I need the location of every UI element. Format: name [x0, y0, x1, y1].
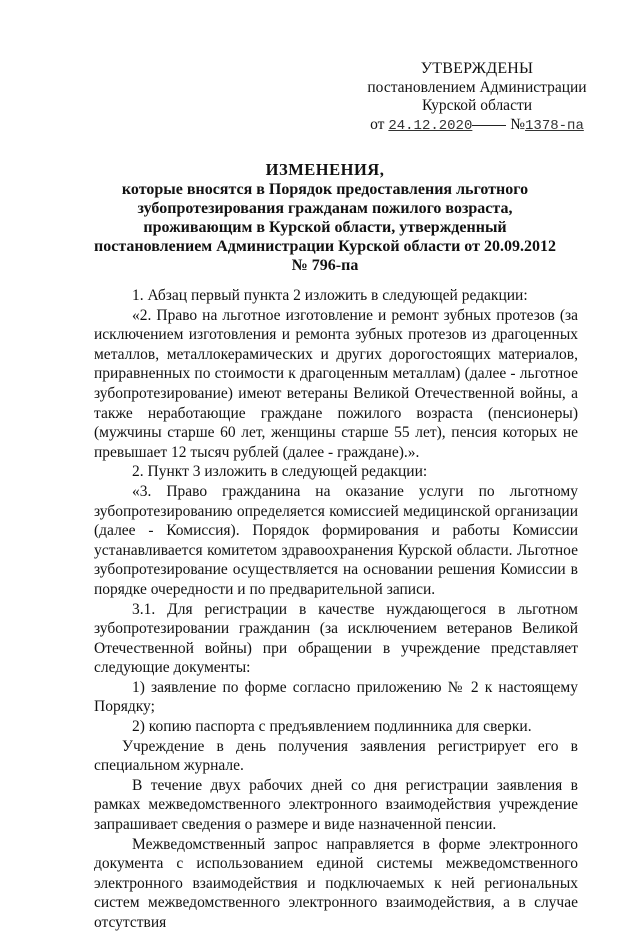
paragraph: «2. Право на льготное изготовление и ремонт зубных протезов (за исключением изготовления и ремонта зубных протезов из драгоценных металлов, металлокерамических и других дорогостоящих материалов, приравненных по стоимости к драгоценным металлам) (далее - льготное зубопротезирование) имеют ветераны Великой Отечественной войны, а также неработающие граждане пожилого возраста (пенсионеры) (мужчины старше 60 лет, женщины старше 55 лет), пенсия которых не превышает 12 тысяч рублей (далее - граждане).». [94, 306, 578, 461]
approval-stamp [352, 60, 602, 135]
date-prefix: от [370, 115, 385, 133]
paragraph: Учреждение в день получения заявления регистрирует его в специальном журнале. [94, 737, 578, 775]
paragraph: 2. Пункт 3 изложить в следующей редакции: [132, 463, 428, 481]
approved-label: УТВЕРЖДЕНЫ [420, 60, 534, 77]
approval-date: 24.12.2020 [388, 117, 473, 134]
paragraph: 2) копию паспорта с предъявлением подлинника для сверки. [132, 718, 532, 736]
paragraph: Межведомственный запрос направляется в форме электронного документа с использованием единой системы межведомственного электронного взаимодействия и подключаемых к ней региональных систем межведомственного электронного взаимодействия, а в случае отсутствия [94, 835, 578, 931]
date-underline [472, 125, 506, 126]
approval-number: 1378-па [525, 117, 584, 134]
document-heading [90, 160, 560, 275]
paragraph: «3. Право гражданина на оказание услуги по льготному зубопротезированию определяется комиссией медицинской организации (далее - Комиссия). Порядок формирования и работы Комиссии устанавливается комитетом здравоохранения Курской области. Льготное зубопротезирование осуществляется на основании решения Комиссии в порядке очередности и по предварительной записи. [94, 482, 578, 598]
paragraph: В течение двух рабочих дней со дня регистрации заявления в рамках межведомственного электронного взаимодействия учреждение запрашивает сведения о размере и виде назначенной пенсии. [94, 776, 578, 834]
heading-subtitle: которые вносятся в Порядок предоставления льготного зубопротезирования гражданам пожилого возраста, проживающим в Курской области, утвержденный постановлением Администрации Курской области от 20.09.2012 № 796-па [94, 181, 556, 274]
approval-issuer: постановлением Администрации [367, 78, 587, 96]
approval-date-line [352, 116, 602, 136]
heading-title: ИЗМЕНЕНИЯ, [265, 160, 385, 179]
paragraph: 1) заявление по форме согласно приложению № 2 к настоящему Порядку; [94, 678, 578, 716]
paragraph: 3.1. Для регистрации в качестве нуждающегося в льготном зубопротезировании гражданин (за исключением ветеранов Великой Отечественной войны) при обращении в учреждение представляет следующие документы: [94, 600, 578, 677]
approval-region: Курской области [421, 97, 533, 114]
number-prefix: № [510, 115, 526, 133]
paragraph: 1. Абзац первый пункта 2 изложить в следующей редакции: [132, 287, 528, 304]
document-body [94, 286, 578, 933]
